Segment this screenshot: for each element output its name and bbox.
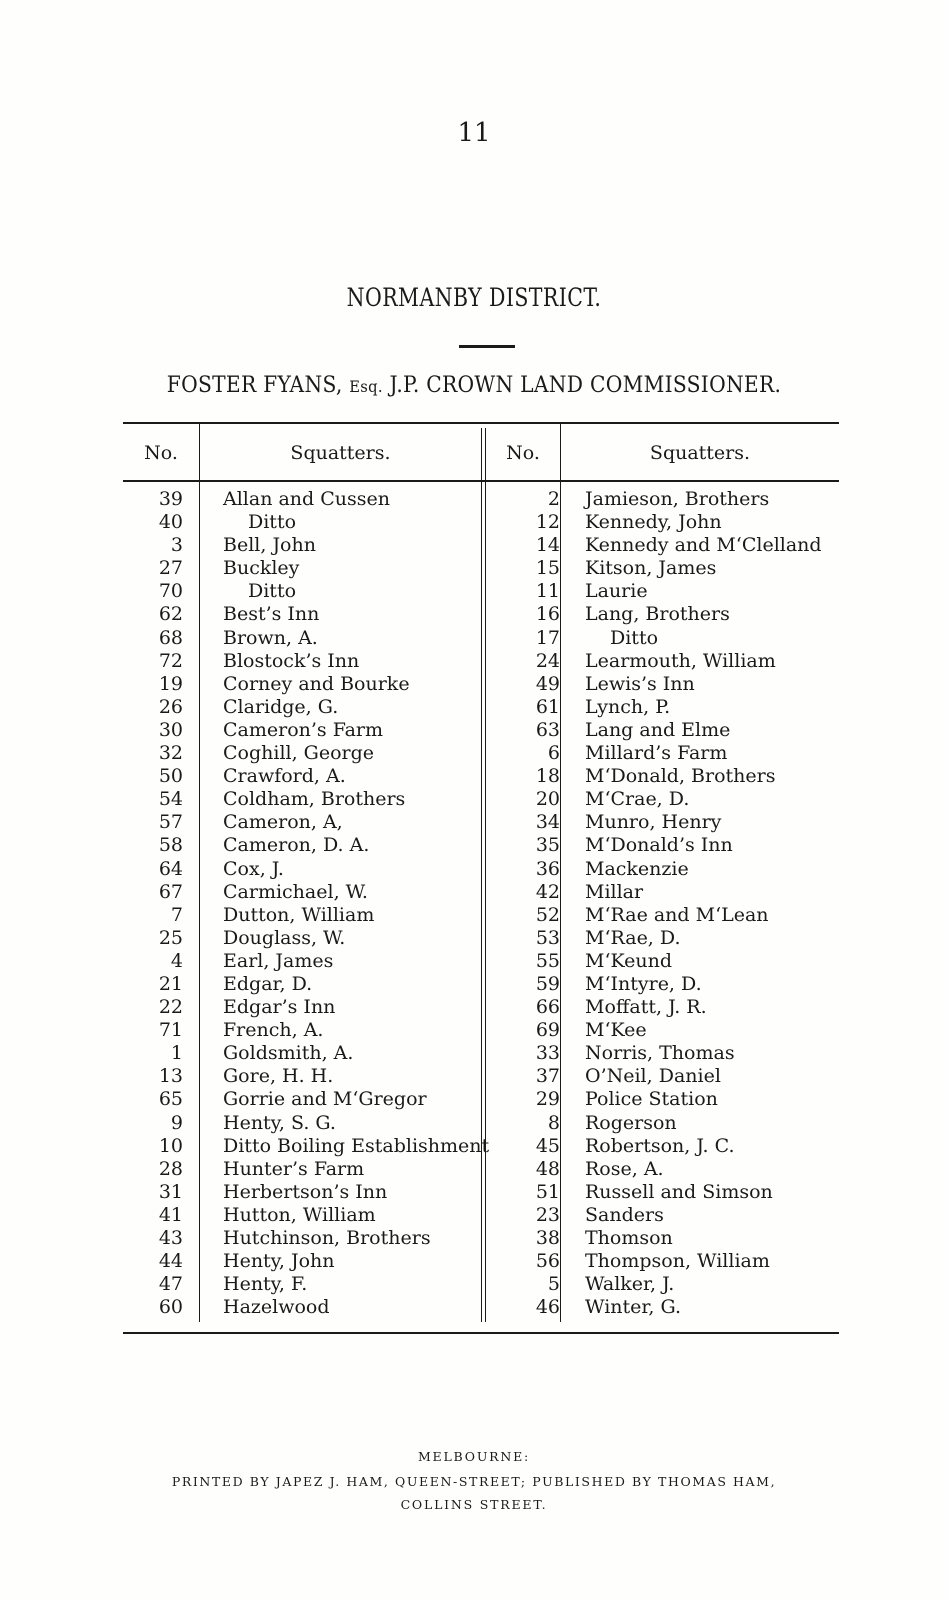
squatter-name: Kennedy and M‘Clelland — [585, 534, 822, 557]
entry-number: 14 — [535, 534, 560, 557]
table-row — [485, 788, 839, 811]
squatter-name: Moffatt, J. R. — [585, 996, 707, 1019]
squatter-name: M‘Keund — [585, 949, 673, 972]
entry-number: 55 — [535, 949, 560, 972]
squatter-name: Walker, J. — [585, 1273, 675, 1296]
entry-number: 56 — [535, 1250, 560, 1273]
commissioner-name: FOSTER FYANS, — [166, 373, 343, 398]
entry-number: 27 — [158, 557, 183, 580]
rows-right — [485, 488, 839, 1319]
squatter-name: Jamieson, Brothers — [585, 488, 770, 510]
table-row — [485, 950, 839, 973]
squatter-name: Coldham, Brothers — [223, 788, 406, 811]
entry-number: 17 — [535, 626, 560, 649]
squatter-name: M‘Rae and M‘Lean — [585, 903, 769, 926]
entry-number: 23 — [535, 1203, 560, 1226]
squatter-name: Gorrie and M‘Gregor — [223, 1088, 427, 1111]
entry-number: 15 — [535, 557, 560, 580]
entry-number: 19 — [158, 672, 183, 695]
squatter-name: Carmichael, W. — [223, 880, 368, 903]
table-row — [123, 1273, 483, 1296]
table-row — [485, 719, 839, 742]
table-row — [123, 1181, 483, 1204]
table-row — [485, 881, 839, 904]
entry-number: 29 — [535, 1088, 560, 1111]
table-row — [123, 811, 483, 834]
table-row — [123, 1296, 483, 1319]
entry-number: 67 — [158, 880, 183, 903]
entry-number: 51 — [535, 1180, 560, 1203]
entry-number: 13 — [158, 1065, 183, 1088]
entry-number: 37 — [535, 1065, 560, 1088]
squatter-name: Rose, A. — [585, 1157, 664, 1180]
entry-number: 3 — [170, 534, 183, 557]
table-row — [485, 1112, 839, 1135]
entry-number: 7 — [170, 903, 183, 926]
table-row — [123, 650, 483, 673]
entry-number: 36 — [535, 857, 560, 880]
table-row — [485, 511, 839, 534]
table-row — [485, 673, 839, 696]
table-row — [123, 1019, 483, 1042]
table-row — [485, 650, 839, 673]
squatter-name: Millard’s Farm — [585, 742, 728, 765]
commissioner-line — [38, 373, 910, 398]
table-row — [123, 1158, 483, 1181]
rows-left — [123, 488, 490, 1319]
imprint-printer: PRINTED BY JAPEZ J. HAM, QUEEN-STREET; PUBLISHED BY THOMAS HAM, — [171, 1474, 777, 1489]
squatter-name: Goldsmith, A. — [223, 1042, 354, 1065]
squatter-name: Cameron, A, — [223, 811, 343, 834]
squatter-name: Herbertson’s Inn — [223, 1180, 388, 1203]
table-row — [485, 765, 839, 788]
squatter-name: Cox, J. — [223, 857, 284, 880]
entry-number: 57 — [158, 811, 183, 834]
table-row — [485, 1065, 839, 1088]
entry-number: 42 — [535, 880, 560, 903]
entry-number: 54 — [158, 788, 183, 811]
entry-number: 33 — [535, 1042, 560, 1065]
entry-number: 12 — [535, 511, 560, 534]
entry-number: 5 — [547, 1273, 560, 1296]
entry-number: 9 — [170, 1111, 183, 1134]
table-row — [123, 696, 483, 719]
squatter-name: Sanders — [585, 1203, 664, 1226]
table-row — [123, 858, 483, 881]
table-row — [123, 950, 483, 973]
table-row — [485, 1296, 839, 1319]
squatter-name: M‘Kee — [585, 1019, 647, 1042]
squatter-name: M‘Donald, Brothers — [585, 765, 776, 788]
table-row — [123, 557, 483, 580]
entry-number: 35 — [535, 834, 560, 857]
table-row — [123, 927, 483, 950]
imprint-city: MELBOURNE: — [417, 1449, 531, 1464]
entry-number: 44 — [158, 1250, 183, 1273]
entry-number: 50 — [158, 765, 183, 788]
entry-number: 11 — [535, 580, 560, 603]
table-row — [123, 834, 483, 857]
entry-number: 28 — [158, 1157, 183, 1180]
table-row — [485, 973, 839, 996]
table-row — [123, 488, 483, 511]
squatter-name: Crawford, A. — [223, 765, 346, 788]
squatter-name: Kitson, James — [585, 557, 717, 580]
entry-number: 70 — [158, 580, 183, 603]
entry-number: 40 — [158, 511, 183, 534]
table-row — [123, 765, 483, 788]
table-row — [485, 1227, 839, 1250]
entry-number: 18 — [535, 765, 560, 788]
squatter-name: Thompson, William — [585, 1250, 770, 1273]
table-row — [485, 811, 839, 834]
imprint-street: COLLINS STREET. — [400, 1497, 548, 1512]
squatter-name: Corney and Bourke — [223, 672, 410, 695]
squatter-name: Police Station — [585, 1088, 718, 1111]
entry-number: 39 — [158, 488, 183, 510]
squatter-name: Kennedy, John — [585, 511, 722, 534]
entry-number: 22 — [158, 996, 183, 1019]
squatter-name: M‘Rae, D. — [585, 926, 681, 949]
entry-number: 21 — [158, 972, 183, 995]
squatter-name: Earl, James — [223, 949, 334, 972]
header-no-right: No. — [506, 442, 540, 464]
table-row — [485, 1158, 839, 1181]
entry-number: 63 — [535, 718, 560, 741]
table-row — [123, 1112, 483, 1135]
entry-number: 4 — [170, 949, 183, 972]
squatter-name: Lang and Elme — [585, 718, 731, 741]
squatter-name: Robertson, J. C. — [585, 1134, 735, 1157]
entry-number: 46 — [535, 1296, 560, 1319]
squatter-name: Gore, H. H. — [223, 1065, 334, 1088]
squatter-name: O’Neil, Daniel — [585, 1065, 721, 1088]
squatter-name: Ditto — [248, 580, 297, 603]
table-row — [123, 580, 483, 603]
commissioner-esq: Esq. — [349, 377, 383, 396]
table-row — [123, 788, 483, 811]
squatter-name: M‘Donald’s Inn — [585, 834, 733, 857]
table-row — [485, 1181, 839, 1204]
entry-number: 53 — [535, 926, 560, 949]
table-row — [485, 1135, 839, 1158]
district-title: NORMANBY DISTRICT. — [346, 283, 602, 312]
table-top-rule — [123, 422, 839, 424]
squatter-name: Claridge, G. — [223, 695, 339, 718]
entry-number: 1 — [170, 1042, 183, 1065]
squatter-name: Allan and Cussen — [223, 488, 391, 510]
entry-number: 66 — [535, 996, 560, 1019]
table-row — [123, 881, 483, 904]
entry-number: 16 — [535, 603, 560, 626]
squatter-name: Thomson — [585, 1227, 673, 1249]
entry-number: 58 — [158, 834, 183, 857]
title-rule — [459, 345, 515, 348]
squatter-name: Best’s Inn — [223, 603, 320, 626]
table-row — [485, 603, 839, 626]
entry-number: 61 — [535, 695, 560, 718]
squatter-name: M‘Intyre, D. — [585, 972, 702, 995]
table-row — [485, 627, 839, 650]
table-row — [485, 1088, 839, 1111]
squatter-name: M‘Crae, D. — [585, 788, 690, 811]
entry-number: 69 — [535, 1019, 560, 1042]
table-row — [485, 904, 839, 927]
table-row — [123, 1065, 483, 1088]
table-row — [123, 511, 483, 534]
squatter-name: Lewis’s Inn — [585, 672, 695, 695]
entry-number: 38 — [535, 1227, 560, 1249]
squatter-name: Blostock’s Inn — [223, 649, 360, 672]
squatters-table — [123, 422, 839, 1336]
squatter-name: Winter, G. — [585, 1296, 682, 1319]
entry-number: 48 — [535, 1157, 560, 1180]
squatter-name: Norris, Thomas — [585, 1042, 735, 1065]
squatter-name: Henty, F. — [223, 1273, 308, 1296]
table-row — [123, 627, 483, 650]
table-row — [485, 1042, 839, 1065]
table-row — [123, 1227, 483, 1250]
table-row — [485, 1204, 839, 1227]
squatter-name: Buckley — [223, 557, 300, 580]
table-row — [123, 1042, 483, 1065]
squatter-name: Ditto — [248, 511, 297, 534]
entry-number: 45 — [535, 1134, 560, 1157]
squatter-name: Edgar, D. — [223, 972, 313, 995]
table-row — [123, 1088, 483, 1111]
table-row — [485, 1273, 839, 1296]
squatter-name: Millar — [585, 880, 644, 903]
table-row — [485, 927, 839, 950]
squatter-name: Munro, Henry — [585, 811, 722, 834]
squatter-name: Ditto — [610, 626, 659, 649]
entry-number: 30 — [158, 718, 183, 741]
entry-number: 2 — [547, 488, 560, 510]
entry-number: 65 — [158, 1088, 183, 1111]
squatter-name: Lynch, P. — [585, 695, 671, 718]
entry-number: 64 — [158, 857, 183, 880]
page-number: 11 — [457, 118, 491, 148]
squatter-name: Edgar’s Inn — [223, 996, 336, 1019]
squatter-name: Dutton, William — [223, 903, 375, 926]
squatter-name: Hunter’s Farm — [223, 1157, 365, 1180]
table-row — [485, 557, 839, 580]
table-row — [485, 858, 839, 881]
entry-number: 47 — [158, 1273, 183, 1296]
entry-number: 25 — [158, 926, 183, 949]
table-row — [123, 1134, 490, 1158]
entry-number: 72 — [158, 649, 183, 672]
entry-number: 62 — [158, 603, 183, 626]
entry-number: 8 — [547, 1111, 560, 1134]
table-row — [123, 904, 483, 927]
table-row — [123, 742, 483, 765]
squatter-name: Laurie — [585, 580, 648, 603]
squatter-name: French, A. — [223, 1019, 324, 1042]
table-row — [485, 534, 839, 557]
squatter-name: Henty, S. G. — [223, 1111, 336, 1134]
entry-number: 32 — [158, 742, 183, 765]
entry-number: 31 — [158, 1180, 183, 1203]
header-no-left: No. — [144, 442, 178, 464]
squatter-name: Coghill, George — [223, 742, 375, 765]
entry-number: 20 — [535, 788, 560, 811]
squatter-name: Hutchinson, Brothers — [223, 1227, 431, 1249]
table-bottom-rule — [123, 1332, 839, 1334]
table-row — [485, 696, 839, 719]
entry-number: 41 — [158, 1203, 183, 1226]
squatter-name: Hazelwood — [223, 1296, 330, 1319]
squatter-name: Ditto Boiling Establishment — [223, 1134, 490, 1157]
table-row — [123, 603, 483, 626]
squatter-name: Cameron, D. A. — [223, 834, 370, 857]
squatter-name: Brown, A. — [223, 626, 318, 649]
squatter-name: Mackenzie — [585, 857, 689, 880]
entry-number: 34 — [535, 811, 560, 834]
table-row — [485, 1250, 839, 1273]
table-row — [485, 488, 839, 511]
table-row — [123, 973, 483, 996]
table-row — [485, 834, 839, 857]
entry-number: 68 — [158, 626, 183, 649]
squatter-name: Russell and Simson — [585, 1180, 773, 1203]
squatter-name: Henty, John — [223, 1250, 335, 1273]
entry-number: 52 — [535, 903, 560, 926]
entry-number: 49 — [535, 672, 560, 695]
entry-number: 10 — [158, 1134, 183, 1157]
squatter-name: Douglass, W. — [223, 926, 346, 949]
entry-number: 6 — [547, 742, 560, 765]
table-row — [485, 996, 839, 1019]
header-squatters-left: Squatters. — [290, 442, 391, 464]
table-row — [123, 1204, 483, 1227]
entry-number: 24 — [535, 649, 560, 672]
table-row — [123, 673, 483, 696]
header-squatters-right: Squatters. — [649, 442, 751, 464]
table-row — [123, 1250, 483, 1273]
entry-number: 60 — [158, 1296, 183, 1319]
squatter-name: Learmouth, William — [585, 649, 776, 672]
squatter-name: Hutton, William — [223, 1203, 376, 1226]
table-row — [123, 534, 483, 557]
entry-number: 71 — [158, 1019, 183, 1042]
commissioner-title: J.P. CROWN LAND COMMISSIONER. — [389, 373, 782, 398]
entry-number: 59 — [535, 972, 560, 995]
table-row — [123, 996, 483, 1019]
squatter-name: Bell, John — [223, 534, 316, 557]
table-row — [485, 1019, 839, 1042]
entry-number: 26 — [158, 695, 183, 718]
table-row — [123, 719, 483, 742]
table-row — [485, 580, 839, 603]
squatter-name: Lang, Brothers — [585, 603, 730, 626]
table-row — [485, 742, 839, 765]
entry-number: 43 — [158, 1227, 183, 1249]
squatter-name: Cameron’s Farm — [223, 718, 384, 741]
squatter-name: Rogerson — [585, 1111, 677, 1134]
